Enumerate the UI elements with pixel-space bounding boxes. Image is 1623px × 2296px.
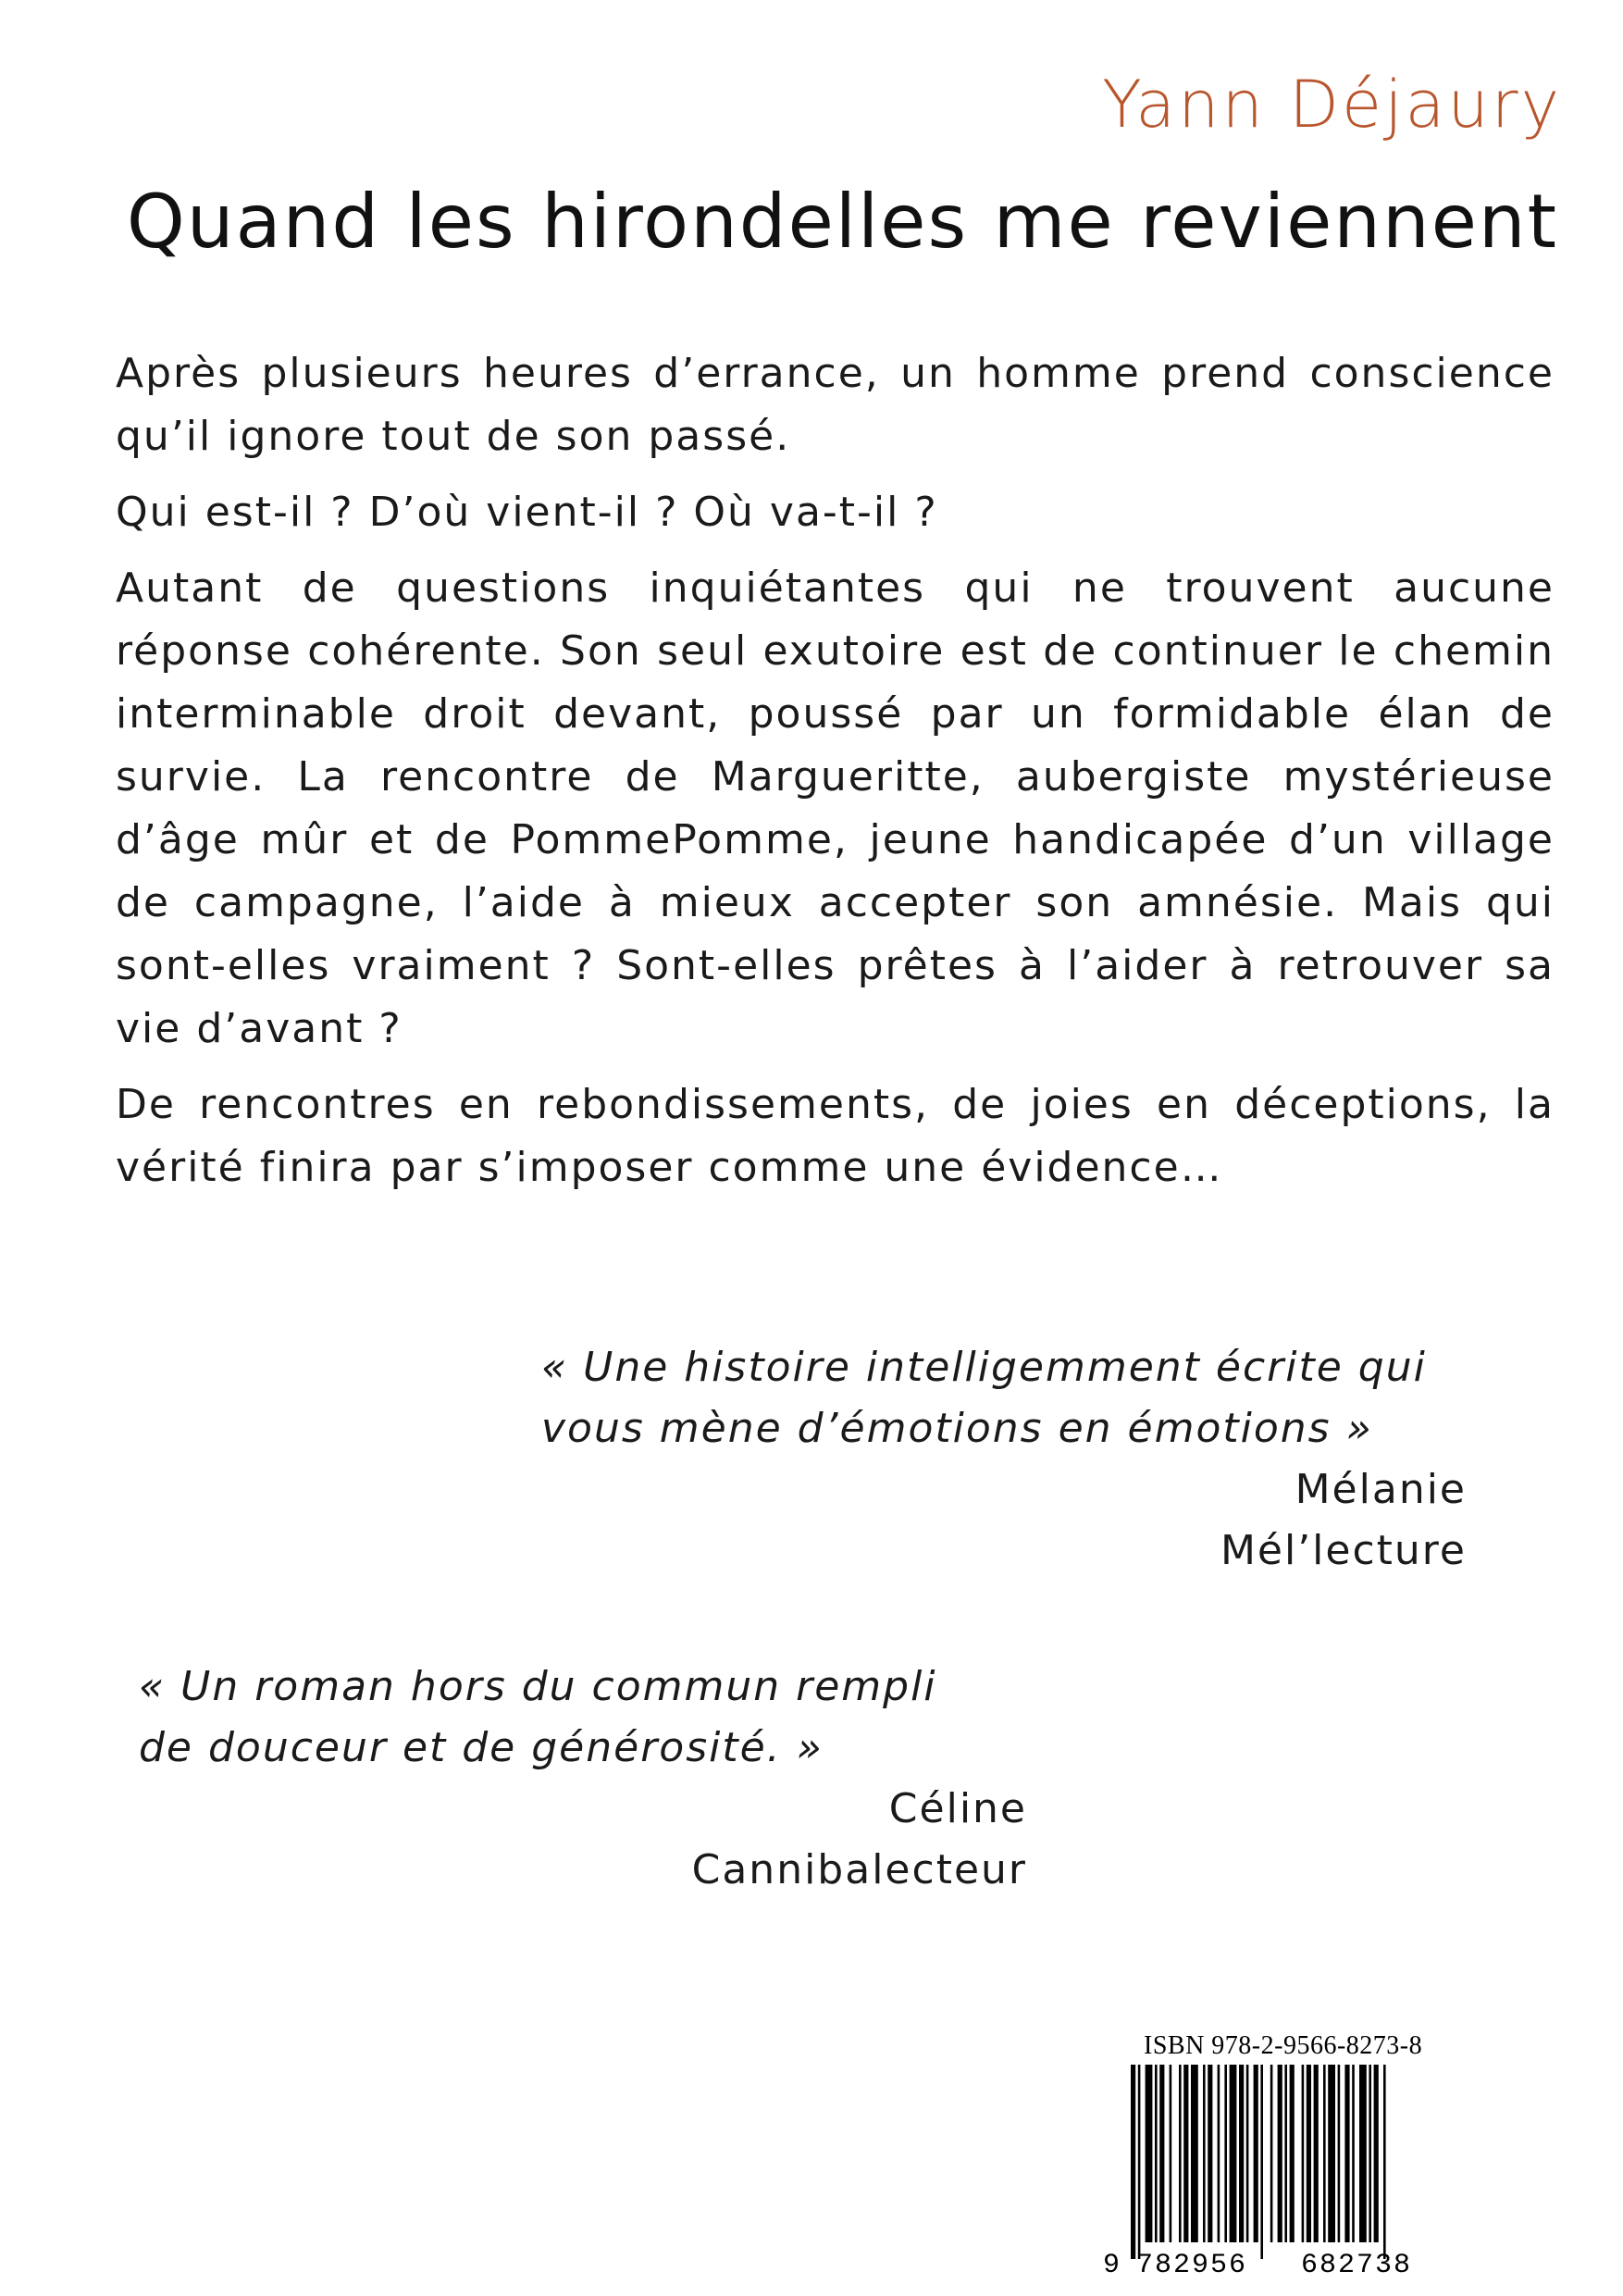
quote-line: « Une histoire intelligemment écrite qui <box>541 1344 1427 1391</box>
blurb <box>116 342 1555 1212</box>
barcode-bar <box>1138 2065 1141 2259</box>
barcode-bar <box>1239 2065 1244 2242</box>
barcode-bar <box>1218 2065 1220 2242</box>
author-name: Yann Déjaury <box>1102 67 1562 143</box>
barcode-bar <box>1170 2065 1172 2242</box>
barcode-bar <box>1230 2065 1237 2242</box>
barcode-bar <box>1278 2065 1282 2242</box>
barcode-bar <box>1191 2065 1198 2242</box>
barcode-bar <box>1131 2065 1135 2259</box>
barcode-bar <box>1254 2065 1258 2242</box>
barcode-bar <box>1246 2065 1249 2242</box>
isbn-barcode-block <box>1099 2031 1469 2281</box>
barcode-icon <box>1099 2065 1469 2277</box>
review-quote-celine <box>139 1657 1027 1901</box>
barcode-digits-left: 782956 <box>1136 2250 1248 2277</box>
barcode-bar <box>1260 2065 1263 2259</box>
barcode-digit-lead: 9 <box>1103 2250 1121 2277</box>
barcode-bar <box>1352 2065 1355 2242</box>
barcode-bar <box>1208 2065 1212 2242</box>
isbn-label: ISBN 978-2-9566-8273-8 <box>1144 2031 1423 2060</box>
book-title: Quand les hirondelles me reviennent <box>126 179 1558 265</box>
barcode-bar <box>1338 2065 1341 2242</box>
barcode-bar <box>1284 2065 1287 2242</box>
barcode-bar <box>1179 2065 1182 2242</box>
barcode-bar <box>1159 2065 1164 2242</box>
quote-source: Cannibalecteur <box>691 1846 1027 1893</box>
quote-line: de douceur et de générosité. » <box>139 1724 824 1771</box>
barcode-bar <box>1323 2065 1326 2242</box>
blurb-paragraph: De rencontres en rebondissements, de joies en déceptions, la vérité finira par s’imposer comme une évidence… <box>116 1081 1555 1191</box>
barcode-digits-right: 682738 <box>1301 2250 1413 2277</box>
quote-line: vous mène d’émotions en émotions » <box>541 1405 1373 1452</box>
barcode-bar <box>1369 2065 1371 2242</box>
quote-line: « Un roman hors du commun rempli <box>139 1663 937 1710</box>
barcode-bar <box>1359 2065 1367 2242</box>
quote-author: Mélanie <box>1295 1466 1467 1513</box>
barcode-bar <box>1224 2065 1227 2242</box>
barcode-bar <box>1302 2065 1305 2242</box>
barcode-bar <box>1290 2065 1295 2242</box>
barcode-bar <box>1270 2065 1273 2242</box>
barcode-bar <box>1328 2065 1335 2242</box>
review-quote-melanie <box>541 1337 1467 1582</box>
barcode-bar <box>1155 2065 1158 2242</box>
barcode-bar <box>1383 2065 1386 2259</box>
barcode-bar <box>1307 2065 1311 2242</box>
barcode-bar <box>1344 2065 1349 2242</box>
blurb-paragraph: Après plusieurs heures d’errance, un homme prend conscience qu’il ignore tout de son passé. <box>116 350 1555 460</box>
quote-author: Céline <box>888 1785 1027 1832</box>
barcode-bar <box>1203 2065 1206 2242</box>
barcode-bar <box>1314 2065 1319 2242</box>
barcode-bar <box>1374 2065 1379 2242</box>
barcode-bar <box>1183 2065 1188 2242</box>
barcode-bar <box>1146 2065 1153 2242</box>
quote-source: Mél’lecture <box>1220 1527 1467 1574</box>
blurb-paragraph: Autant de questions inquiétantes qui ne trouvent aucune réponse cohérente. Son seul exutoire est de continuer le chemin interminable droit devant, poussé par un formidable élan de survie. La rencontre de Margueritte, aubergiste mystérieuse d’âge mûr et de PommePomme, jeune handicapée d’un village de campagne, l’aide à mieux accepter son amnésie. Mais qui sont-elles vraiment ? Sont-elles prêtes à l’aider à retrouver sa vie d’avant ? <box>116 565 1555 1052</box>
blurb-paragraph: Qui est-il ? D’où vient-il ? Où va-t-il ? <box>116 489 938 536</box>
